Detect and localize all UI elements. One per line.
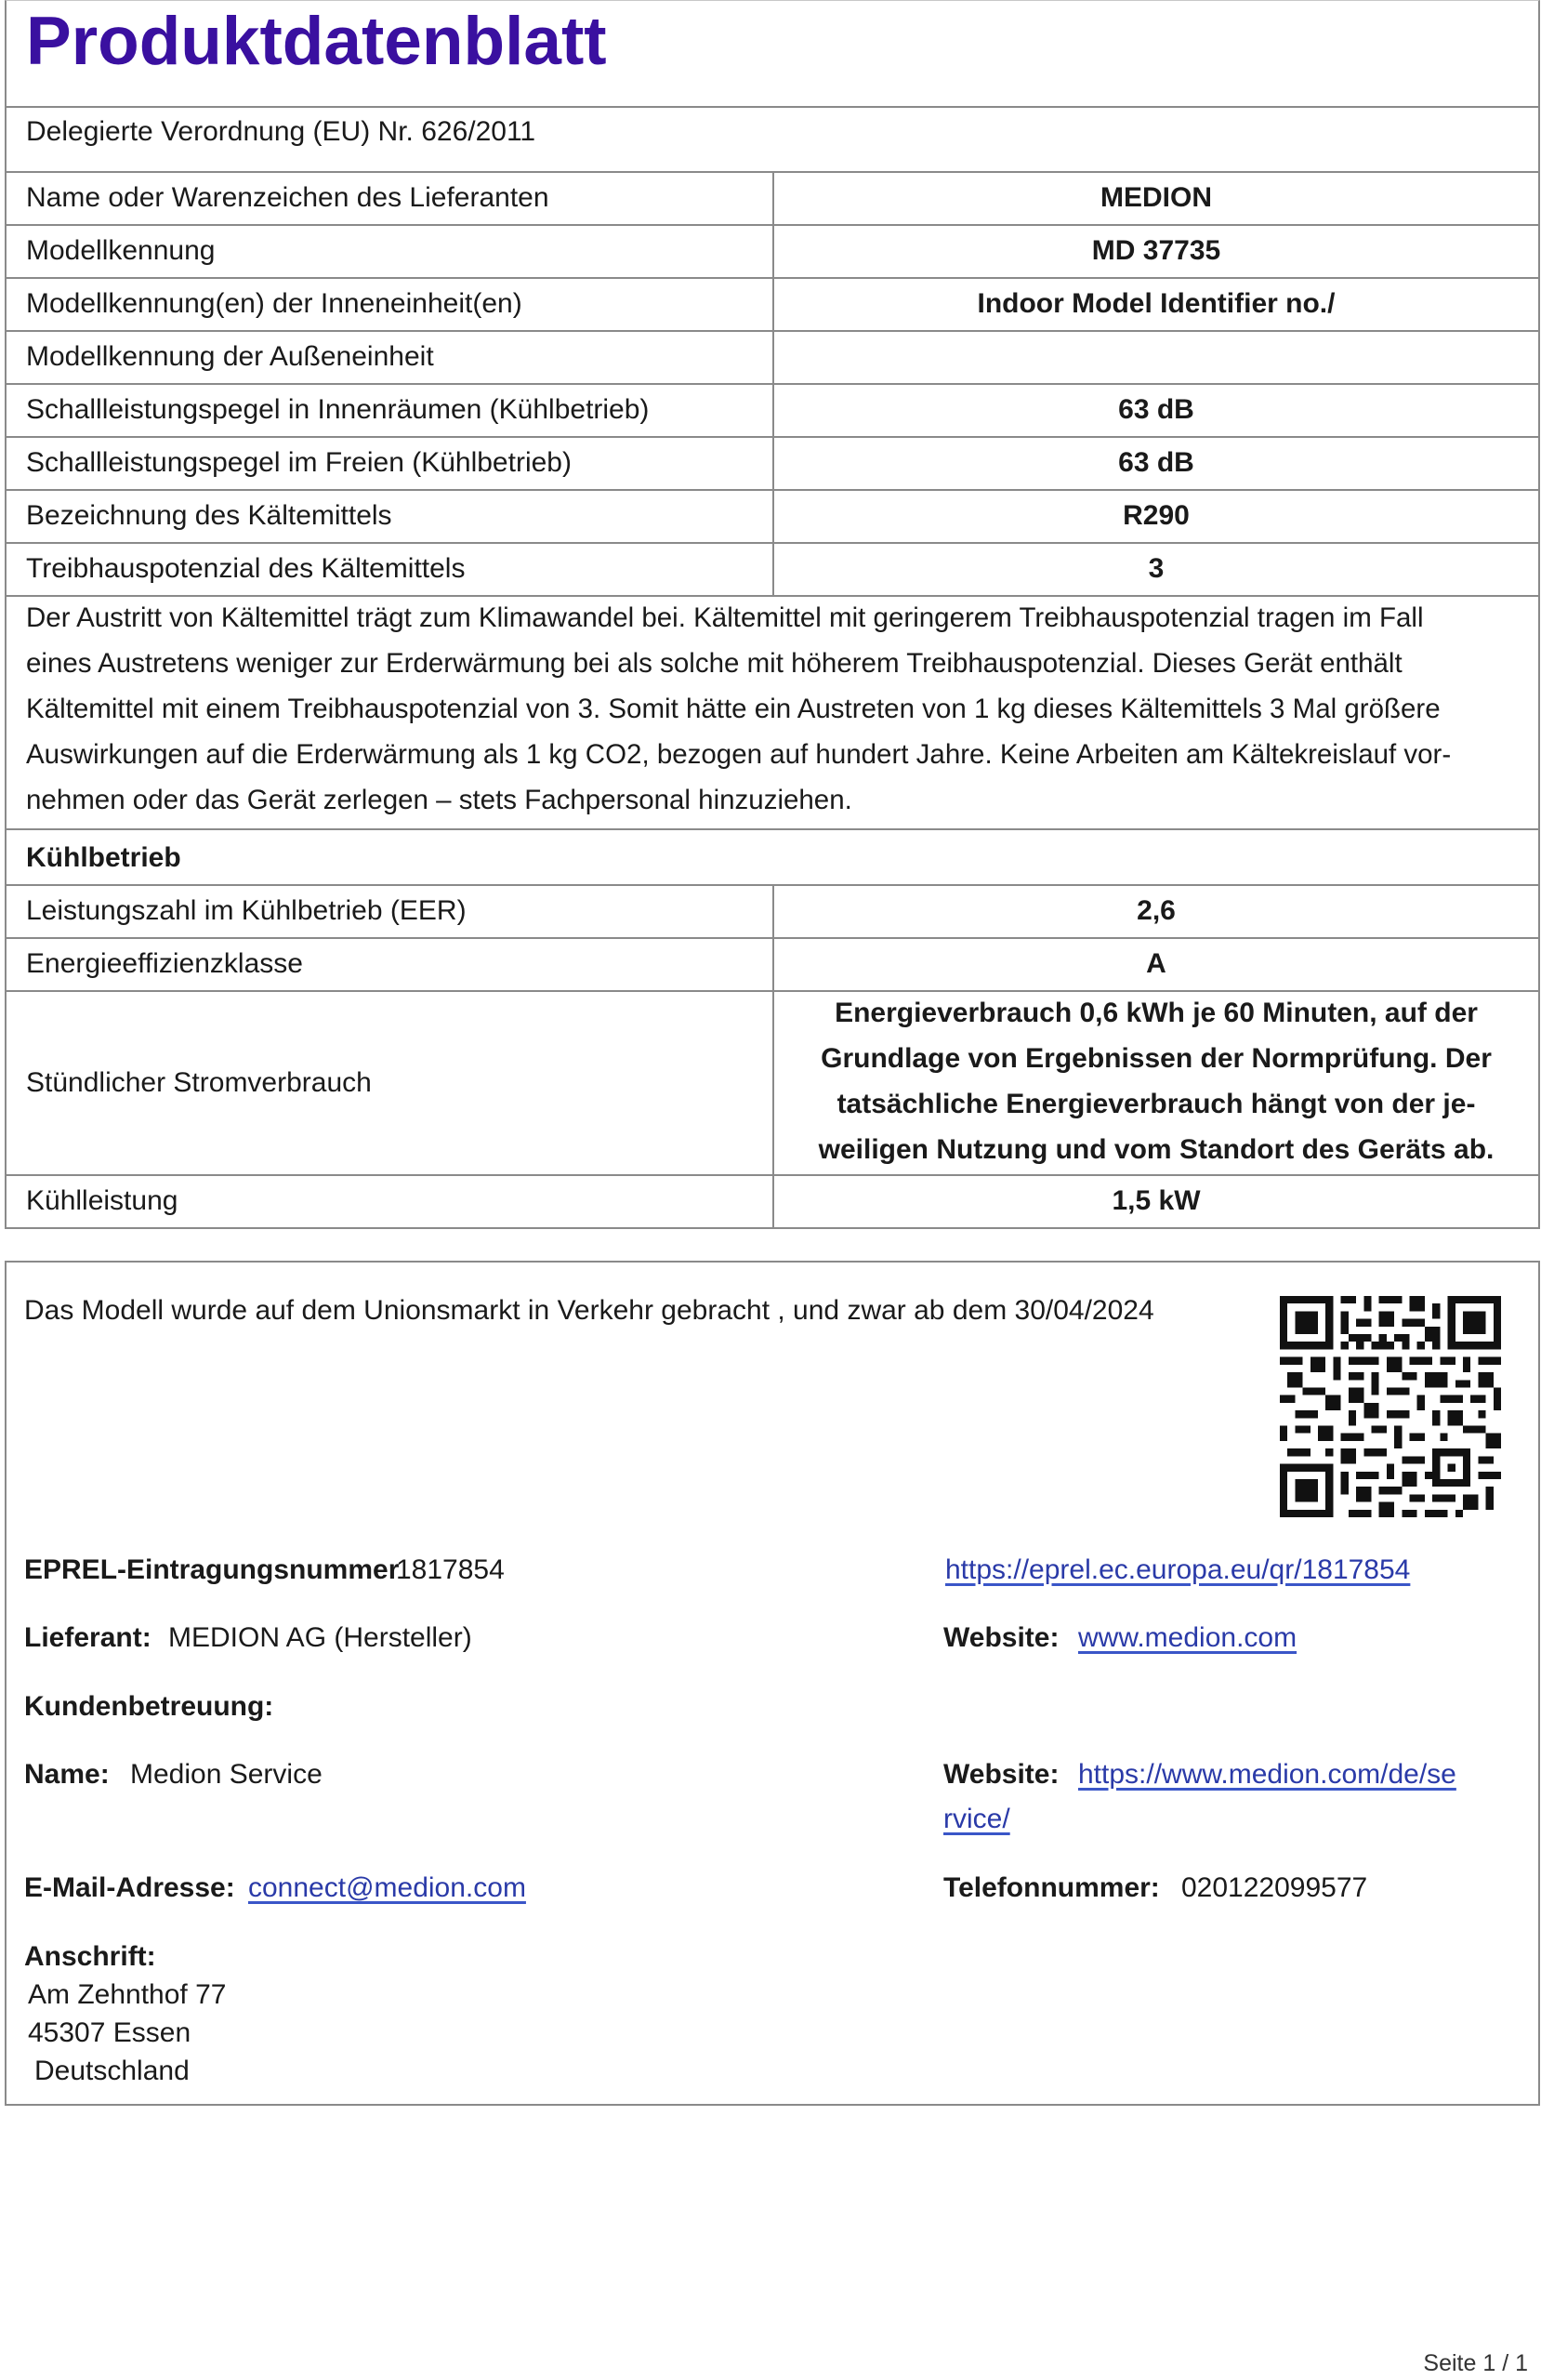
notice-line: Kältemittel mit einem Treibhauspotenzial von 3. Somit hätte ein Austreten von 1 kg dieses Kältemittels 3 Mal größere — [26, 694, 1441, 724]
address-label: Anschrift: — [24, 1941, 156, 1972]
consumption-line: weiligen Nutzung und vom Standort des Geräts ab. — [818, 1134, 1495, 1165]
row-value: 63 dB — [1118, 394, 1194, 425]
eer-label: Leistungszahl im Kühlbetrieb (EER) — [26, 895, 467, 926]
supplier-label: Lieferant: — [24, 1622, 151, 1653]
consumption-line: Grundlage von Ergebnissen der Normprüfung. Der — [821, 1043, 1492, 1074]
divider — [7, 106, 1538, 108]
capacity-label: Kühlleistung — [26, 1185, 178, 1216]
row-label: Schallleistungspegel im Freien (Kühlbetrieb) — [26, 447, 572, 478]
row-value: MEDION — [1100, 182, 1212, 213]
capacity-value: 1,5 kW — [1112, 1185, 1201, 1216]
row-label: Modellkennung(en) der Inneneinheit(en) — [26, 288, 522, 319]
qr-code-icon — [1280, 1296, 1501, 1517]
consumption-line: tatsächliche Energieverbrauch hängt von der je- — [836, 1089, 1476, 1119]
support-heading: Kundenbetreuung: — [24, 1691, 274, 1722]
page-number: Seite 1 / 1 — [1423, 2350, 1528, 2376]
eer-value: 2,6 — [1137, 895, 1176, 926]
service-website-label: Website: — [943, 1759, 1060, 1790]
page-title: Produktdatenblatt — [26, 4, 607, 79]
column-divider — [772, 171, 774, 595]
phone-value: 020122099577 — [1181, 1872, 1368, 1903]
name-value: Medion Service — [130, 1759, 323, 1790]
consumption-value — [774, 990, 1538, 1172]
service-link-continued[interactable]: rvice/ — [943, 1804, 1010, 1834]
row-value: MD 37735 — [1091, 235, 1221, 266]
service-link[interactable]: https://www.medion.com/de/se — [1078, 1759, 1456, 1790]
column-divider — [772, 884, 774, 1228]
eprel-number: 1817854 — [396, 1554, 505, 1585]
email-label: E-Mail-Adresse: — [24, 1872, 235, 1903]
row-label: Bezeichnung des Kältemittels — [26, 500, 392, 531]
row-value: R290 — [1123, 500, 1190, 531]
energy-class-value: A — [1146, 948, 1166, 979]
address-country: Deutschland — [34, 2056, 190, 2086]
email-link[interactable]: connect@medion.com — [248, 1872, 526, 1903]
address-city: 45307 Essen — [28, 2017, 191, 2048]
row-value: 63 dB — [1118, 447, 1194, 478]
address-street: Am Zehnthof 77 — [28, 1979, 227, 2010]
consumption-line: Energieverbrauch 0,6 kWh je 60 Minuten, auf der — [835, 998, 1478, 1028]
market-date-text: Das Modell wurde auf dem Unionsmarkt in Verkehr gebracht , und zwar ab dem 30/04/2024 — [24, 1295, 1154, 1326]
notice-line: nehmen oder das Gerät zerlegen – stets Fachpersonal hinzuziehen. — [26, 785, 852, 815]
row-label: Modellkennung — [26, 235, 216, 266]
phone-label: Telefonnummer: — [943, 1872, 1160, 1903]
eprel-link[interactable]: https://eprel.ec.europa.eu/qr/1817854 — [945, 1554, 1411, 1585]
refrigerant-notice — [26, 595, 1518, 823]
row-value: Indoor Model Identifier no./ — [977, 288, 1336, 319]
supplier-value: MEDION AG (Hersteller) — [168, 1622, 472, 1653]
notice-line: Auswirkungen auf die Erderwärmung als 1 kg CO2, bezogen auf hundert Jahre. Keine Arbeiten am Kältekreislauf vor- — [26, 739, 1452, 770]
name-label: Name: — [24, 1759, 110, 1790]
row-label: Modellkennung der Außeneinheit — [26, 341, 434, 372]
row-label: Treibhauspotenzial des Kältemittels — [26, 553, 466, 584]
website-link[interactable]: www.medion.com — [1078, 1622, 1297, 1653]
row-label: Name oder Warenzeichen des Lieferanten — [26, 182, 549, 213]
product-data-table — [5, 0, 1540, 1229]
row-value: 3 — [1148, 553, 1165, 584]
notice-line: eines Austretens weniger zur Erderwärmung bei als solche mit höherem Treibhauspotenzial. Dieses Gerät enthält — [26, 648, 1403, 679]
row-label: Schallleistungspegel in Innenräumen (Kühlbetrieb) — [26, 394, 650, 425]
energy-class-label: Energieeffizienzklasse — [26, 948, 303, 979]
divider — [7, 828, 1538, 830]
notice-line: Der Austritt von Kältemittel trägt zum Klimawandel bei. Kältemittel mit geringerem Treibhauspotenzial tragen im Fall — [26, 602, 1424, 633]
consumption-label: Stündlicher Stromverbrauch — [26, 1067, 372, 1098]
regulation-reference: Delegierte Verordnung (EU) Nr. 626/2011 — [26, 116, 536, 147]
website-label: Website: — [943, 1622, 1060, 1653]
cooling-heading: Kühlbetrieb — [26, 842, 181, 873]
eprel-label: EPREL-Eintragungsnummer — [24, 1554, 400, 1585]
